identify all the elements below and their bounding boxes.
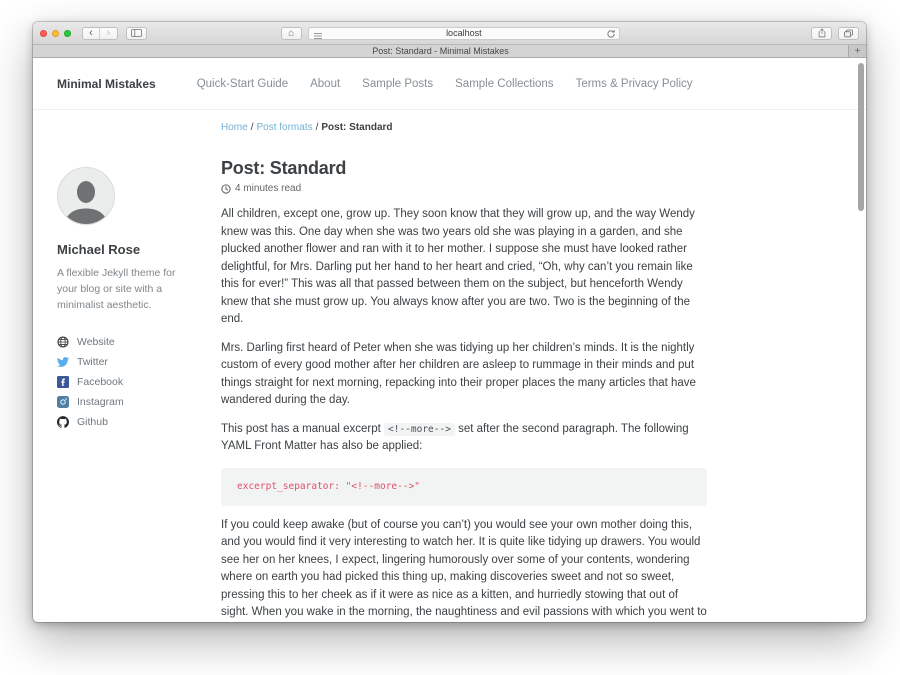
tab-bar	[33, 45, 866, 58]
post-paragraph: All children, except one, grow up. They soon know that they will grow up, and the way Wendy knew was this. One day when she was two years old she was playing in a garden, and she plucked another flower and ran with it to her mother. I suppose she must have looked rather delightful, for Mrs. Darling put her hand to her heart and cried, “Oh, why can’t you remain like this for ever!” This was all that passed between them on the subject, but henceforth Wendy knew that she must grow up. You always know after you are two. Two is the beginning of the end.	[221, 208, 695, 325]
nav-item-about[interactable]: About	[310, 77, 341, 90]
clock-icon	[221, 184, 231, 194]
url-text: localhost	[446, 28, 482, 38]
code-block: excerpt_separator: "<!--more-->"	[221, 468, 707, 506]
breadcrumb-separator: /	[250, 122, 254, 133]
share-button[interactable]	[811, 27, 832, 40]
refresh-button[interactable]	[606, 29, 616, 39]
masthead-nav	[197, 78, 693, 90]
tab-title: Post: Standard - Minimal Mistakes	[372, 46, 509, 56]
scrollbar-thumb[interactable]	[858, 63, 864, 211]
breadcrumb-separator: /	[315, 122, 319, 133]
breadcrumb-current: Post: Standard	[321, 122, 393, 133]
browser-window	[33, 22, 866, 622]
nav-item-sample-posts[interactable]: Sample Posts	[362, 77, 434, 90]
instagram-icon	[57, 396, 69, 408]
author-link-label: Instagram	[77, 396, 124, 408]
author-link-facebook[interactable]	[57, 372, 188, 392]
forward-button[interactable]: ›	[106, 26, 111, 39]
breadcrumb-section-link[interactable]: Post formats	[256, 122, 313, 133]
article	[221, 122, 707, 622]
tab-overview-button[interactable]	[838, 27, 859, 40]
read-time-label: 4 minutes read	[235, 183, 302, 194]
author-bio: A flexible Jekyll theme for your blog or site with a minimalist aesthetic.	[57, 267, 176, 311]
author-link-twitter[interactable]	[57, 352, 188, 372]
nav-item-terms-privacy[interactable]: Terms & Privacy Policy	[575, 77, 693, 90]
globe-icon	[57, 336, 69, 348]
nav-item-sample-collections[interactable]: Sample Collections	[455, 77, 554, 90]
post-paragraph: If you could keep awake (but of course you can’t) you would see your own mother doing this, and you would find it very interesting to watch her. It is quite like tidying up drawers. You would see her on her knees, I expect, lingering humorously over some of your contents, wondering where on earth you had picked this thing up, making discoveries sweet and not so sweet, pressing this to her cheek as if it were as nice as a kitten, and hurriedly stowing that out of sight. When you wake in the morning, the naughtiness and evil passions with which you went to	[221, 518, 707, 618]
author-sidebar	[57, 122, 188, 622]
zoom-window-button[interactable]	[64, 30, 71, 37]
breadcrumb-home-link[interactable]: Home	[221, 122, 248, 133]
facebook-icon	[57, 376, 69, 388]
tab-overview-icon	[844, 29, 853, 38]
refresh-icon	[606, 29, 616, 39]
tab-post-standard[interactable]	[33, 45, 849, 57]
browser-toolbar	[33, 22, 866, 45]
inline-code: <!--more-->	[384, 423, 455, 436]
home-button[interactable]	[281, 27, 302, 40]
author-name: Michael Rose	[57, 242, 141, 257]
author-links	[57, 332, 188, 432]
sidebar-toggle-button[interactable]	[126, 27, 147, 40]
github-icon	[57, 416, 69, 428]
page-content	[33, 58, 866, 622]
breadcrumb	[221, 122, 707, 133]
read-time	[221, 183, 707, 194]
content-layout	[33, 122, 866, 622]
history-nav-group	[82, 27, 118, 40]
traffic-lights	[40, 30, 71, 37]
share-icon	[818, 28, 826, 38]
page-title: Post: Standard	[221, 158, 347, 178]
back-button[interactable]: ‹	[83, 28, 100, 39]
address-bar[interactable]	[308, 27, 620, 40]
minimize-window-button[interactable]	[52, 30, 59, 37]
avatar	[57, 167, 115, 225]
sidebar-icon	[131, 29, 142, 37]
author-link-label: Github	[77, 416, 108, 428]
twitter-icon	[57, 356, 69, 368]
paragraph-text: This post has a manual excerpt	[221, 422, 384, 435]
post-paragraph: Mrs. Darling first heard of Peter when she was tidying up her children’s minds. It is the nightly custom of every good mother after her children are asleep to rummage in their minds and put things straight for next morning, repacking into their proper places the many articles that have wandered during the day.	[221, 341, 696, 406]
author-link-website[interactable]	[57, 332, 188, 352]
close-window-button[interactable]	[40, 30, 47, 37]
author-link-label: Website	[77, 336, 115, 348]
new-tab-button[interactable]: +	[854, 45, 861, 57]
author-link-label: Twitter	[77, 356, 108, 368]
author-link-instagram[interactable]	[57, 392, 188, 412]
nav-item-quick-start-guide[interactable]: Quick-Start Guide	[196, 77, 289, 90]
site-title-link[interactable]: Minimal Mistakes	[57, 76, 156, 91]
home-icon: ⌂	[288, 27, 295, 39]
post-paragraph	[221, 421, 707, 456]
paragraph-text: set after the second paragraph. The following YAML Front Matter has also be applied:	[221, 422, 689, 452]
masthead	[33, 58, 866, 110]
reader-icon[interactable]	[314, 33, 322, 34]
author-link-github[interactable]	[57, 412, 188, 432]
author-link-label: Facebook	[77, 376, 124, 388]
